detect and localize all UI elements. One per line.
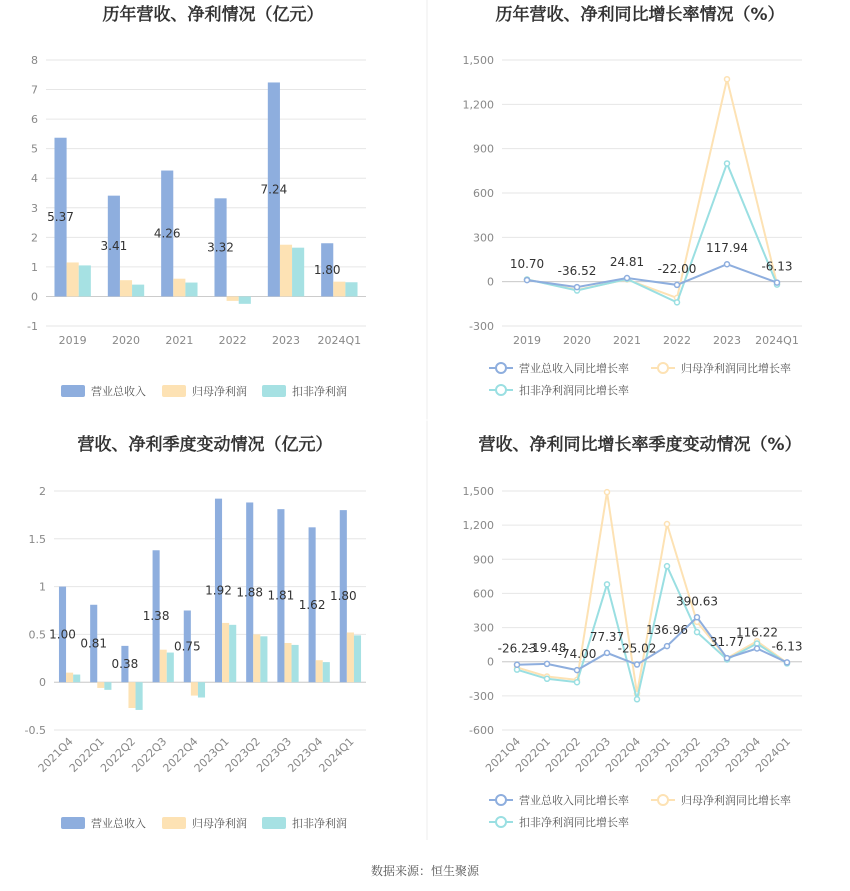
legend-label-deducted-profit: 扣非净利润	[292, 385, 347, 398]
legend-marker-revenue-growth	[496, 795, 506, 805]
bar-net-profit	[66, 673, 73, 683]
y-tick-label: 0.5	[28, 628, 46, 642]
x-tick-label: 2023Q3	[693, 734, 734, 775]
data-label-revenue: 7.24	[260, 182, 288, 197]
data-label-revenue-growth: 77.37	[589, 629, 625, 644]
x-tick-label: 2022Q3	[129, 734, 170, 775]
data-label-revenue: 3.32	[207, 240, 234, 255]
x-tick-label: 2024Q1	[317, 334, 362, 347]
point-revenue-growth	[525, 278, 530, 283]
bar-deducted-profit	[198, 682, 205, 697]
point-deducted-growth	[725, 161, 730, 166]
y-tick-label: 0	[39, 676, 46, 690]
data-label-revenue: 1.92	[205, 583, 232, 598]
bar-net-profit	[347, 632, 354, 682]
legend-marker-deducted-growth	[496, 385, 506, 395]
y-tick-label: 900	[473, 553, 494, 567]
legend	[489, 793, 791, 829]
bar-net-profit	[67, 262, 79, 296]
point-revenue-growth	[725, 262, 730, 267]
data-label-revenue-growth: 117.94	[706, 241, 748, 256]
data-label-revenue: 4.26	[153, 226, 181, 241]
legend-swatch-deducted-profit	[262, 817, 286, 829]
bar-net-profit	[160, 650, 167, 683]
data-label-revenue-growth: -6.13	[761, 259, 793, 274]
y-tick-label: 1,500	[462, 485, 494, 498]
data-label-revenue-growth: -25.02	[617, 641, 657, 656]
bar-net-profit	[280, 245, 292, 297]
x-tick-label: 2020	[563, 334, 591, 347]
point-revenue-growth	[775, 280, 780, 285]
y-tick-label: 900	[473, 142, 494, 156]
bar-net-profit	[227, 296, 239, 300]
data-label-revenue: 1.38	[142, 609, 170, 624]
point-revenue-growth	[675, 282, 680, 287]
point-net-growth	[665, 522, 670, 527]
bar-net-profit	[333, 282, 345, 297]
bar-deducted-profit	[79, 265, 91, 296]
point-revenue-growth	[575, 668, 580, 673]
chart-title: 历年营收、净利情况（亿元）	[102, 5, 324, 25]
x-tick-label: 2019	[513, 334, 541, 347]
x-tick-label: 2023Q2	[663, 734, 704, 775]
x-tick-label: 2022	[218, 334, 247, 347]
y-tick-label: 8	[31, 54, 38, 67]
x-tick-label: 2021Q4	[483, 734, 524, 775]
y-tick-label: 1,200	[462, 519, 494, 533]
x-tick-label: 2024Q1	[753, 734, 794, 775]
legend-swatch-revenue	[61, 817, 85, 829]
legend-label-deducted-growth: 扣非净利润同比增长率	[519, 384, 629, 397]
bar-net-profit	[97, 682, 104, 688]
y-tick-label: 1	[31, 260, 38, 274]
bar-deducted-profit	[136, 682, 143, 710]
y-tick-label: -300	[469, 689, 494, 703]
bar-net-profit	[128, 682, 135, 708]
legend-marker-net-growth	[658, 363, 668, 373]
bar-deducted-profit	[167, 653, 174, 683]
legend-label-net-growth: 归母净利润同比增长率	[681, 362, 791, 375]
y-tick-label: 4	[31, 172, 38, 186]
legend	[489, 361, 791, 397]
x-tick-label: 2024Q1	[755, 334, 799, 347]
legend-label-deducted-profit: 扣非净利润	[292, 817, 347, 830]
chart-quarterly-revenue-profit	[25, 434, 366, 830]
x-tick-label: 2021	[165, 334, 194, 347]
x-tick-label: 2022Q4	[603, 734, 644, 775]
point-deducted-growth	[605, 582, 610, 587]
data-label-revenue: 5.37	[47, 210, 74, 225]
y-tick-label: -1	[27, 320, 38, 333]
point-revenue-growth	[515, 662, 520, 667]
data-label-revenue: 1.88	[236, 585, 264, 600]
point-revenue-growth	[635, 662, 640, 667]
bar-deducted-profit	[239, 296, 251, 303]
y-tick-label: 2	[31, 231, 38, 245]
x-tick-label: 2023Q4	[285, 734, 326, 775]
chart-title: 历年营收、净利同比增长率情况（%）	[495, 5, 785, 25]
legend-swatch-net-profit	[162, 385, 186, 397]
x-tick-label: 2022Q2	[98, 734, 139, 775]
point-net-growth	[605, 490, 610, 495]
x-tick-label: 2024Q1	[316, 734, 357, 775]
legend-label-revenue: 营业总收入	[91, 385, 146, 398]
y-tick-label: 1	[39, 580, 46, 594]
bar-net-profit	[120, 280, 132, 296]
x-tick-label: 2022Q4	[160, 734, 201, 775]
data-label-revenue-growth: 10.70	[509, 257, 545, 272]
x-tick-label: 2023	[713, 334, 741, 347]
bar-net-profit	[222, 623, 229, 682]
chart-annual-revenue-profit	[27, 4, 366, 398]
y-tick-label: 300	[473, 621, 494, 635]
legend-label-net-profit: 归母净利润	[192, 385, 247, 398]
data-label-revenue: 1.00	[49, 627, 76, 642]
x-tick-label: 2023Q3	[254, 734, 295, 775]
legend-label-net-profit: 归母净利润	[192, 817, 247, 830]
point-deducted-growth	[545, 676, 550, 681]
point-deducted-growth	[635, 697, 640, 702]
y-tick-label: -300	[469, 320, 494, 333]
y-tick-label: 300	[473, 231, 494, 245]
x-tick-label: 2023Q1	[633, 734, 674, 775]
data-label-revenue: 1.80	[329, 589, 357, 604]
data-label-revenue-growth: -26.23	[497, 641, 537, 656]
y-tick-label: 600	[473, 587, 494, 601]
legend	[61, 384, 347, 398]
point-revenue-growth	[575, 285, 580, 290]
x-tick-label: 2023Q2	[222, 734, 263, 775]
legend-swatch-revenue	[61, 385, 85, 397]
bar-net-profit	[173, 279, 185, 297]
y-tick-label: 1,500	[462, 54, 494, 67]
bar-net-profit	[191, 682, 198, 695]
point-revenue-growth	[605, 650, 610, 655]
legend-marker-revenue-growth	[496, 363, 506, 373]
y-tick-label: 3	[31, 201, 38, 215]
data-label-revenue-growth: -74.00	[557, 647, 597, 662]
x-tick-label: 2023	[272, 334, 300, 347]
x-tick-label: 2022Q1	[66, 734, 107, 775]
x-tick-label: 2021	[613, 334, 641, 347]
y-tick-label: 1.5	[28, 532, 46, 546]
point-revenue-growth	[545, 661, 550, 666]
legend	[61, 816, 347, 830]
series-line-net-growth	[517, 492, 787, 693]
data-source-footer: 数据来源：恒生聚源	[370, 864, 480, 878]
bar-deducted-profit	[292, 248, 304, 297]
data-label-revenue-growth: -6.13	[771, 639, 803, 654]
x-tick-label: 2022	[663, 334, 691, 347]
legend-swatch-deducted-profit	[262, 385, 286, 397]
bar-deducted-profit	[104, 682, 111, 690]
bar-deducted-profit	[260, 636, 267, 682]
y-tick-label: 1,200	[462, 98, 494, 112]
bar-deducted-profit	[292, 645, 299, 682]
x-tick-label: 2022Q1	[513, 734, 554, 775]
point-revenue-growth	[785, 660, 790, 665]
bar-net-profit	[316, 660, 323, 682]
bar-deducted-profit	[185, 283, 197, 297]
data-label-revenue-growth: -36.52	[557, 264, 597, 279]
data-label-revenue-growth: 31.77	[709, 635, 745, 650]
chart-quarterly-growth-rate	[463, 434, 803, 829]
data-label-revenue: 0.81	[80, 636, 108, 651]
data-label-revenue-growth: 24.81	[609, 255, 645, 270]
data-label-revenue: 1.81	[267, 588, 295, 603]
legend-label-revenue-growth: 营业总收入同比增长率	[519, 794, 629, 807]
x-tick-label: 2023Q4	[723, 734, 764, 775]
y-tick-label: 0	[487, 275, 494, 289]
legend-marker-deducted-growth	[496, 817, 506, 827]
point-deducted-growth	[665, 564, 670, 569]
y-tick-label: 0	[31, 290, 38, 304]
legend-label-revenue: 营业总收入	[91, 817, 146, 830]
data-label-revenue-growth: -19.48	[527, 640, 567, 655]
bar-net-profit	[253, 634, 260, 682]
legend-swatch-net-profit	[162, 817, 186, 829]
point-deducted-growth	[695, 630, 700, 635]
x-tick-label: 2023Q1	[191, 734, 232, 775]
bar-deducted-profit	[73, 675, 80, 683]
point-revenue-growth	[625, 276, 630, 281]
point-deducted-growth	[575, 680, 580, 685]
y-tick-label: 6	[31, 113, 38, 127]
data-label-revenue: 0.75	[173, 639, 201, 654]
bar-deducted-profit	[132, 285, 144, 297]
bar-deducted-profit	[354, 635, 361, 682]
data-label-revenue: 0.38	[111, 657, 139, 672]
data-label-revenue: 1.62	[298, 597, 326, 612]
bar-deducted-profit	[345, 282, 357, 296]
point-revenue-growth	[725, 656, 730, 661]
legend-label-net-growth: 归母净利润同比增长率	[681, 794, 791, 807]
legend-label-revenue-growth: 营业总收入同比增长率	[519, 362, 629, 375]
chart-annual-growth-rate	[463, 4, 803, 397]
point-deducted-growth	[675, 300, 680, 305]
point-revenue-growth	[755, 646, 760, 651]
data-label-revenue-growth: 390.63	[676, 594, 718, 609]
y-tick-label: 7	[31, 83, 38, 97]
x-tick-label: 2022Q2	[543, 734, 584, 775]
chart-title: 营收、净利季度变动情况（亿元）	[77, 435, 333, 455]
point-revenue-growth	[695, 615, 700, 620]
data-label-revenue: 1.80	[313, 262, 341, 277]
legend-marker-net-growth	[658, 795, 668, 805]
y-tick-label: 600	[473, 187, 494, 200]
data-label-revenue-growth: 116.22	[736, 625, 778, 640]
y-tick-label: 2	[39, 485, 46, 498]
bar-deducted-profit	[229, 625, 236, 682]
x-tick-label: 2020	[112, 334, 140, 347]
chart-title: 营收、净利同比增长率季度变动情况（%）	[478, 435, 802, 455]
x-tick-label: 2019	[58, 334, 87, 347]
y-tick-label: 5	[31, 142, 38, 156]
x-tick-label: 2022Q3	[573, 734, 614, 775]
point-revenue-growth	[665, 644, 670, 649]
data-label-revenue: 3.41	[100, 239, 128, 254]
point-net-growth	[725, 77, 730, 82]
y-tick-label: 0	[487, 655, 494, 669]
bar-deducted-profit	[323, 662, 330, 682]
data-label-revenue-growth: 136.96	[646, 623, 688, 638]
y-tick-label: -0.5	[24, 724, 46, 737]
bar-net-profit	[284, 643, 291, 682]
legend-label-deducted-growth: 扣非净利润同比增长率	[519, 816, 629, 829]
data-label-revenue-growth: -22.00	[657, 261, 697, 276]
y-tick-label: -600	[469, 724, 494, 737]
x-tick-label: 2021Q4	[35, 734, 76, 775]
